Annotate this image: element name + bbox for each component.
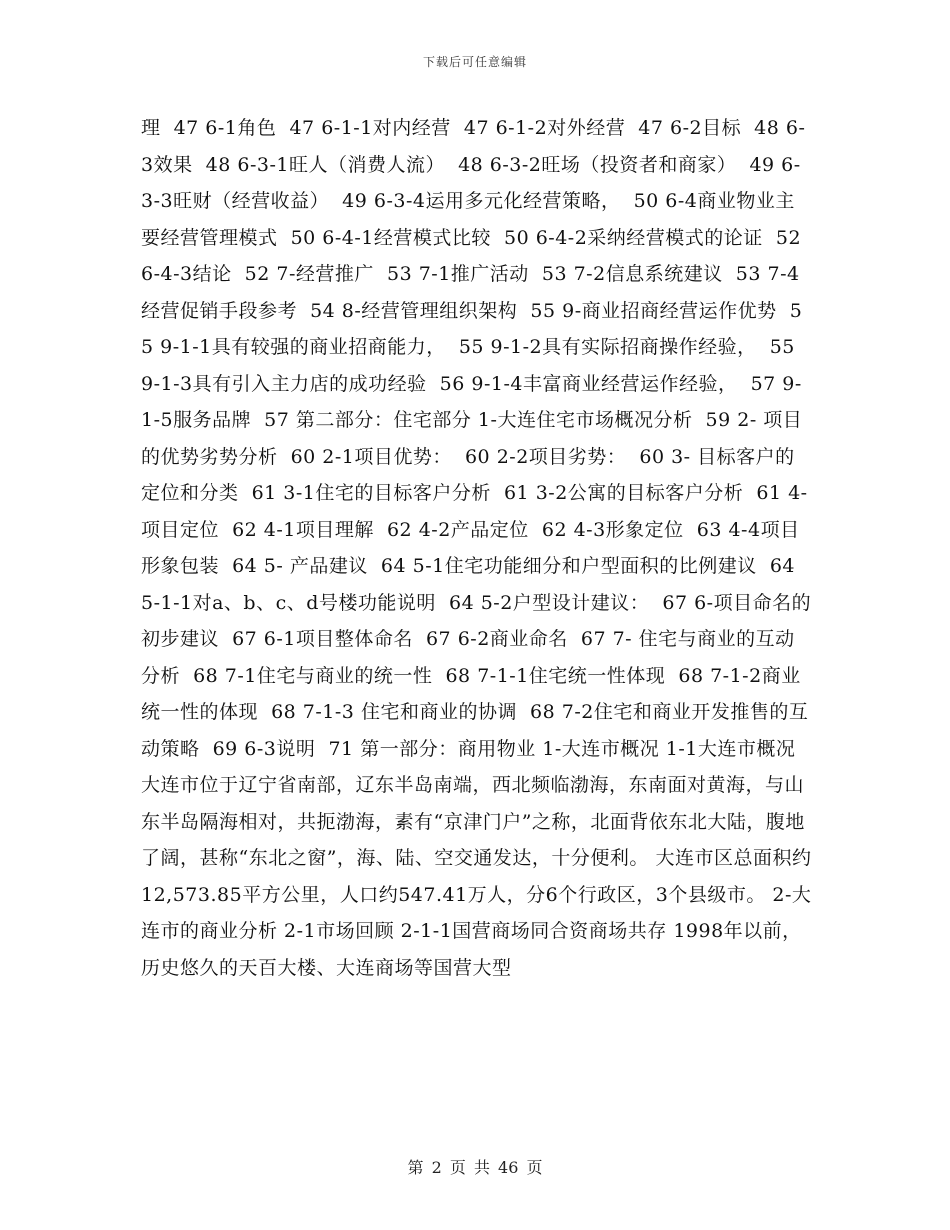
document-body-text: 理 47 6-1角色 47 6-1-1对内经营 47 6-1-2对外经营 47 6-2目标 48 6-3效果 48 6-3-1旺人（消费人流） 48 6-3-2旺场（投资者和商家） 49 6-3-3旺财（经营收益） 49 6-3-4运用多元化经营策略， 50 6-4商业物业主要经营管理模式 50 6-4-1经营模式比较 50 6-4-2采纳经营模式的论证 52 6-4-3结论 52 7-经营推广 53 7-1推广活动 53 7-2信息系统建议 53 7-4经营促销手段参考 54 8-经营管理组织架构 55 9-商业招商经营运作优势 55 9-1-1具有较强的商业招商能力， 55 9-1-2具有实际招商操作经验， 55 9-1-3具有引入主力店的成功经验 56 9-1-4丰富商业经营运作经验， 57 9-1-5服务品牌 57 第二部分：住宅部分 1-大连住宅市场概况分析 59 2- 项目的优势劣势分析 60 2-1项目优势： 60 2-2项目劣势： 60 3- 目标客户的定位和分类 61 3-1住宅的目标客户分析 61 3-2公寓的目标客户分析 61 4- 项目定位 62 4-1项目理解 62 4-2产品定位 62 4-3形象定位 63 4-4项目形象包装 64 5- 产品建议 64 5-1住宅功能细分和户型面积的比例建议 64 5-1-1对a、b、c、d号楼功能说明 64 5-2户型设计建议： 67 6-项目命名的初步建议 67 6-1项目整体命名 67 6-2商业命名 67 7- 住宅与商业的互动分析 68 7-1住宅与商业的统一性 68 7-1-1住宅统一性体现 68 7-1-2商业统一性的体现 68 7-1-3 住宅和商业的协调 68 7-2住宅和商业开发推售的互动策略 69 6-3说明 71 第一部分：商用物业 1-大连市概况 1-1大连市概况 大连市位于辽宁省南部，辽东半岛南端，西北频临渤海，东南面对黄海，与山东半岛隔海相对，共扼渤海，素有“京津门户”之称，北面背依东北大陆，腹地了阔，甚称“东北之窗”，海、陆、空交通发达，十分便利。 大连市区总面积约12,573.85平方公里，人口约547.41万人，分6个行政区，3个县级市。 2-大连市的商业分析 2-1市场回顾 2-1-1国营商场同合资商场共存 1998年以前，历史悠久的天百大楼、大连商场等国营大型 (141, 117, 815, 979)
page-number-footer: 第 2 页 共 46 页 (407, 1158, 543, 1177)
page-header-note: 下载后可任意编辑 (422, 55, 527, 69)
